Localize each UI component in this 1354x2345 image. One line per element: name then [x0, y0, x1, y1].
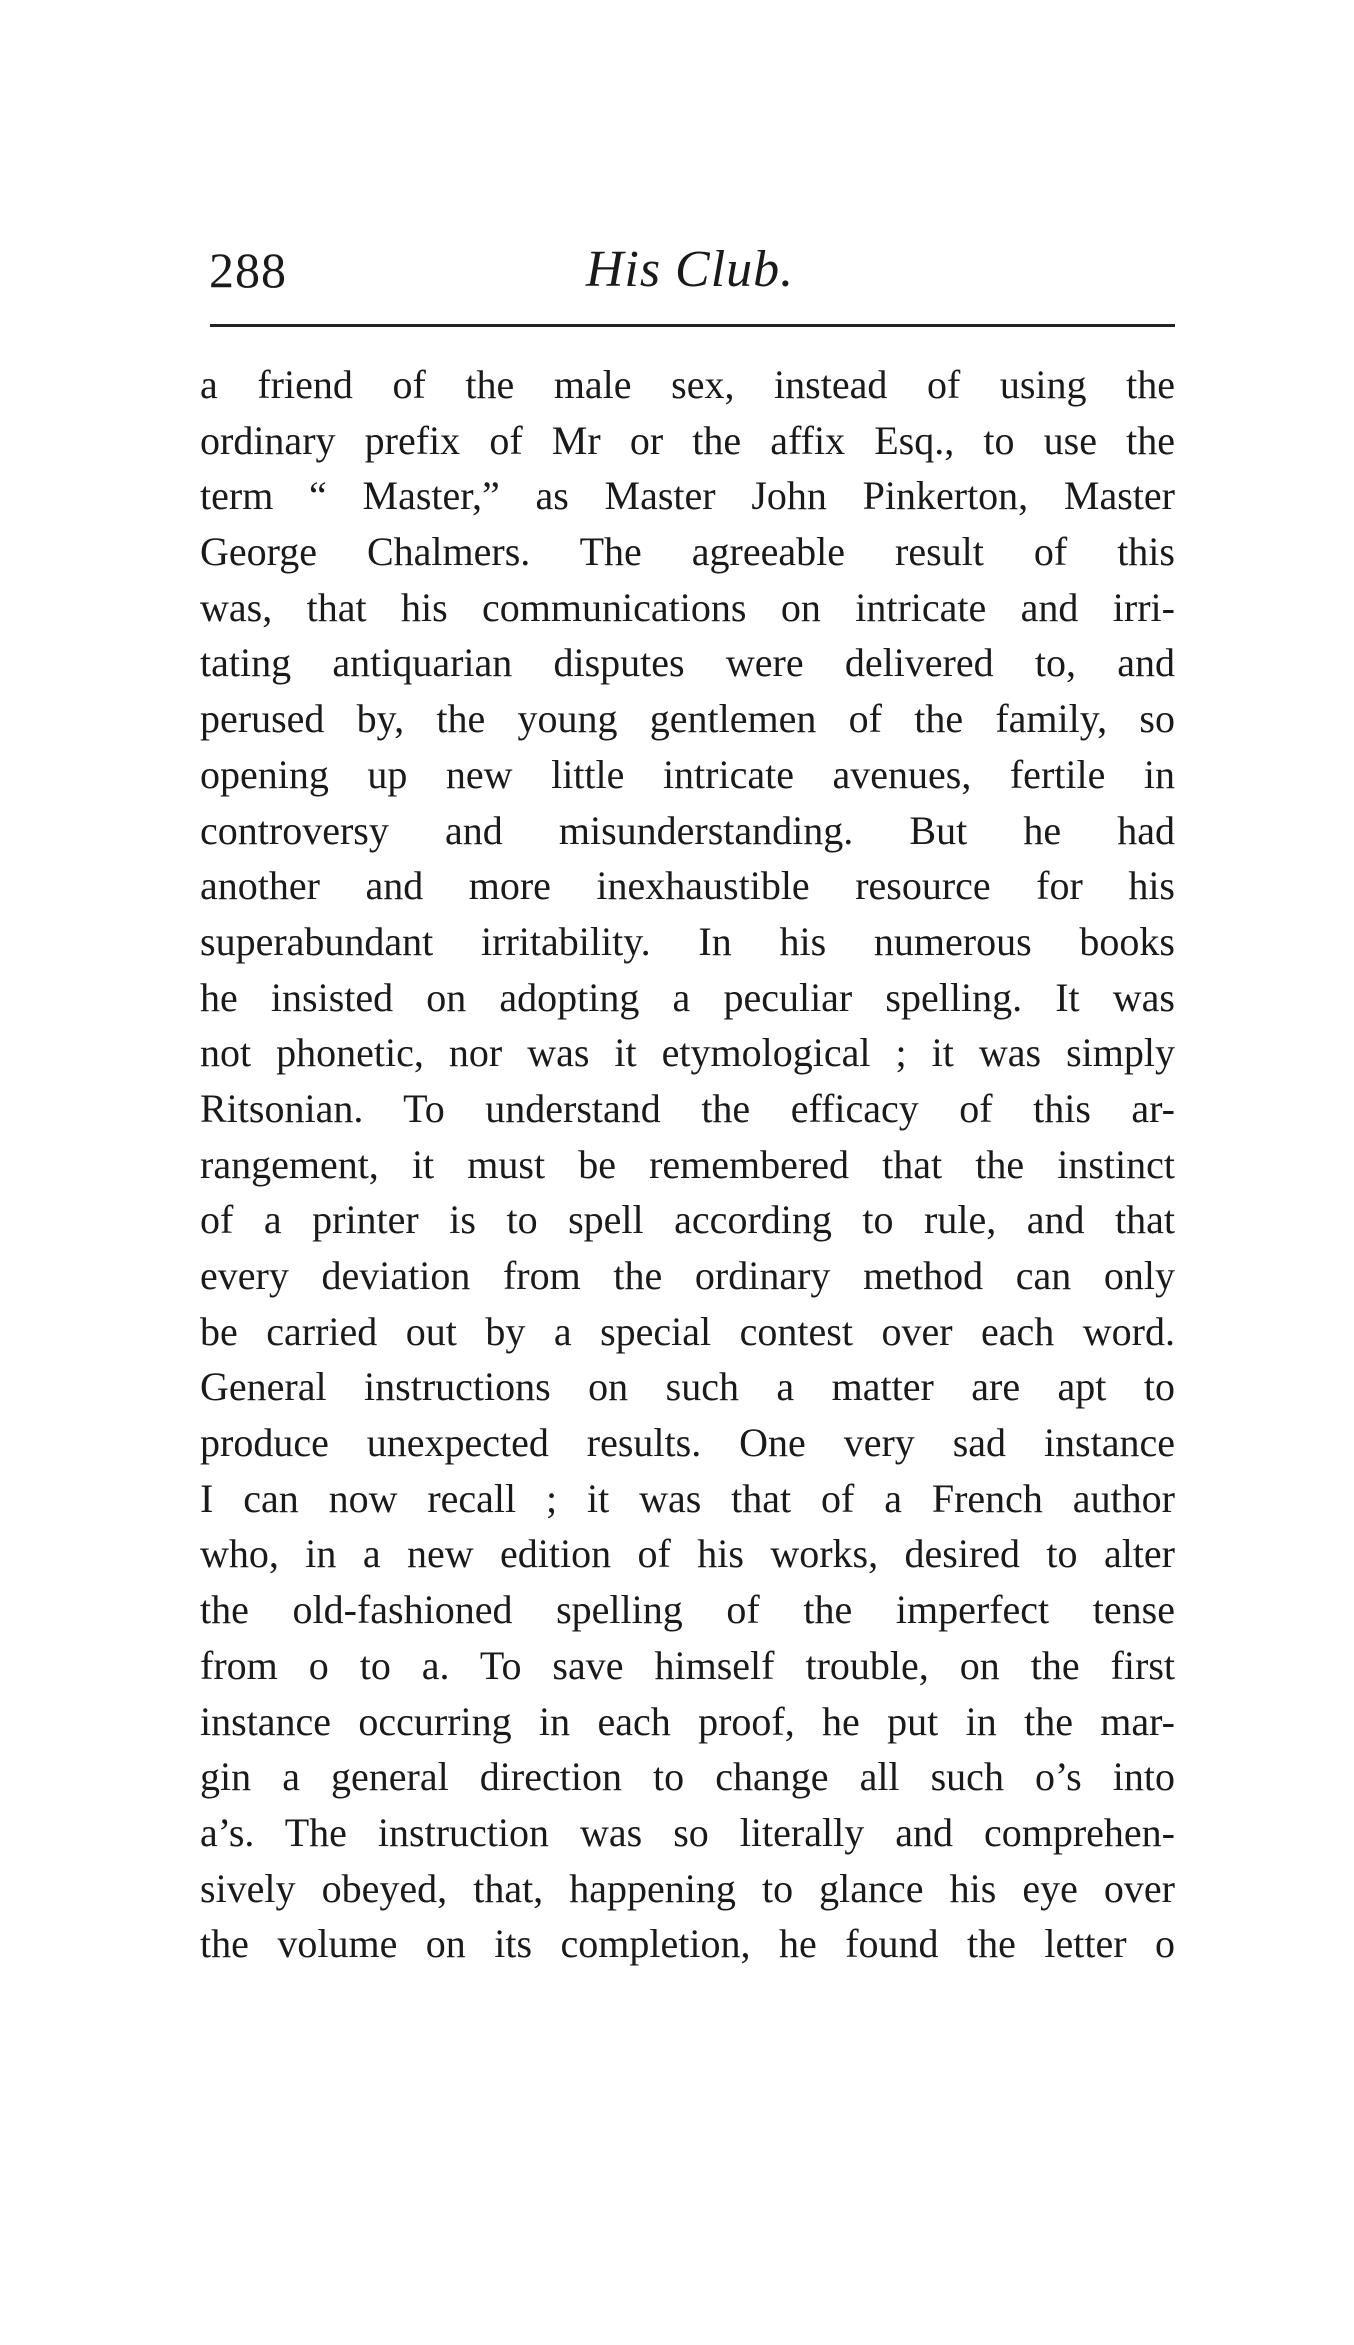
- text-line: the volume on its completion, he found the letter o: [200, 1921, 1175, 1967]
- text-line: George Chalmers. The agreeable result of this: [200, 529, 1175, 575]
- text-line: opening up new little intricate avenues, fertile in: [200, 751, 1175, 797]
- text-line: not phonetic, nor was it etymological ; it was simply: [200, 1030, 1175, 1076]
- text-line: from o to a. To save himself trouble, on the first: [200, 1642, 1175, 1688]
- page-number: 288: [209, 242, 287, 298]
- text-line: perused by, the young gentlemen of the family, so: [200, 696, 1175, 742]
- text-line: every deviation from the ordinary method can only: [200, 1253, 1175, 1298]
- text-line: be carried out by a special contest over each word.: [200, 1308, 1175, 1354]
- text-line: tating antiquarian disputes were delivered to, and: [200, 640, 1175, 686]
- text-line: was, that his communications on intricate and irri-: [200, 584, 1175, 630]
- text-line: superabundant irritability. In his numerous books: [200, 918, 1175, 964]
- running-title: His Club.: [585, 241, 795, 298]
- text-line: Ritsonian. To understand the efficacy of this ar-: [200, 1085, 1175, 1131]
- text-line: gin a general direction to change all such o’s into: [200, 1754, 1175, 1800]
- body-text: [200, 357, 1175, 1972]
- text-line: of a printer is to spell according to rule, and that: [200, 1197, 1175, 1243]
- text-line: the old-fashioned spelling of the imperfect tense: [200, 1587, 1175, 1633]
- running-head: [205, 236, 1175, 306]
- text-line: sively obeyed, that, happening to glance his eye over: [200, 1865, 1175, 1911]
- header-rule: [210, 324, 1175, 327]
- text-line: ordinary prefix of Mr or the affix Esq., to use the: [200, 417, 1175, 463]
- text-line: I can now recall ; it was that of a French author: [200, 1475, 1175, 1521]
- text-line: rangement, it must be remembered that the instinct: [200, 1141, 1175, 1187]
- text-line: term “ Master,” as Master John Pinkerton, Master: [200, 473, 1175, 519]
- text-line: another and more inexhaustible resource for his: [200, 863, 1175, 909]
- text-line: he insisted on adopting a peculiar spelling. It was: [200, 974, 1175, 1020]
- text-line: who, in a new edition of his works, desired to alter: [200, 1531, 1175, 1577]
- text-line: controversy and misunderstanding. But he had: [200, 807, 1175, 853]
- text-line: instance occurring in each proof, he put in the mar-: [200, 1698, 1175, 1744]
- text-line: General instructions on such a matter are apt to: [200, 1364, 1175, 1410]
- text-line: a friend of the male sex, instead of using the: [200, 362, 1175, 407]
- text-line: a’s. The instruction was so literally and comprehen-: [200, 1809, 1175, 1855]
- text-line: produce unexpected results. One very sad instance: [200, 1420, 1175, 1466]
